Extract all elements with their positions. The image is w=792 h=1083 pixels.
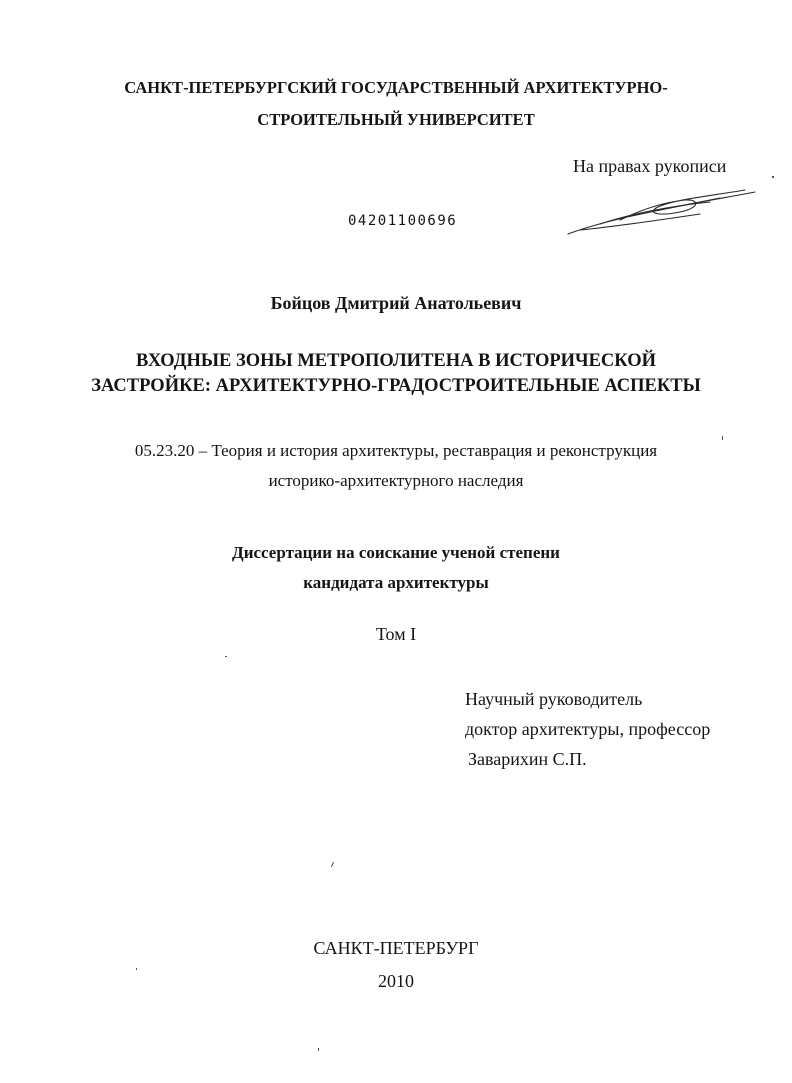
specialty-line-1: 05.23.20 – Теория и история архитектуры, реставрация и реконструкция bbox=[134, 441, 658, 460]
title-line-1: ВХОДНЫЕ ЗОНЫ МЕТРОПОЛИТЕНА В ИСТОРИЧЕСКОЙ bbox=[135, 351, 657, 371]
rights-note: На правах рукописи bbox=[573, 156, 727, 176]
university-name bbox=[0, 72, 792, 136]
work-type-line-1: Диссертации на соискание ученой степени bbox=[232, 543, 560, 562]
university-name-line-2: СТРОИТЕЛЬНЫЙ УНИВЕРСИТЕТ bbox=[257, 110, 535, 129]
inventory-number: 04201100696 bbox=[348, 213, 458, 229]
place-and-year bbox=[0, 932, 792, 998]
scan-speck bbox=[772, 176, 774, 178]
scan-speck bbox=[136, 968, 137, 970]
place: САНКТ-ПЕТЕРБУРГ bbox=[313, 938, 479, 958]
supervisor-name: Заварихин С.П. bbox=[468, 749, 587, 769]
specialty-line-2: историко-архитектурного наследия bbox=[268, 471, 524, 490]
handwritten-signature bbox=[560, 184, 760, 240]
work-type-line-2: кандидата архитектуры bbox=[303, 573, 489, 592]
author-name: Бойцов Дмитрий Анатольевич bbox=[270, 293, 522, 313]
scan-speck bbox=[225, 656, 227, 657]
dissertation-title bbox=[0, 349, 792, 399]
supervisor-degree: доктор архитектуры, профессор bbox=[465, 719, 711, 739]
supervisor-block bbox=[465, 684, 710, 774]
work-type bbox=[0, 538, 792, 598]
supervisor-role: Научный руководитель bbox=[465, 689, 643, 709]
scan-speck bbox=[318, 1048, 319, 1051]
specialty bbox=[0, 436, 792, 496]
year: 2010 bbox=[378, 971, 414, 991]
university-name-line-1: САНКТ-ПЕТЕРБУРГСКИЙ ГОСУДАРСТВЕННЫЙ АРХИТЕКТУРНО- bbox=[124, 78, 668, 97]
scan-speck bbox=[722, 436, 723, 440]
scan-speck bbox=[331, 862, 334, 867]
title-line-2: ЗАСТРОЙКЕ: АРХИТЕКТУРНО-ГРАДОСТРОИТЕЛЬНЫЕ АСПЕКТЫ bbox=[91, 376, 701, 396]
volume-label: Том I bbox=[375, 624, 417, 644]
